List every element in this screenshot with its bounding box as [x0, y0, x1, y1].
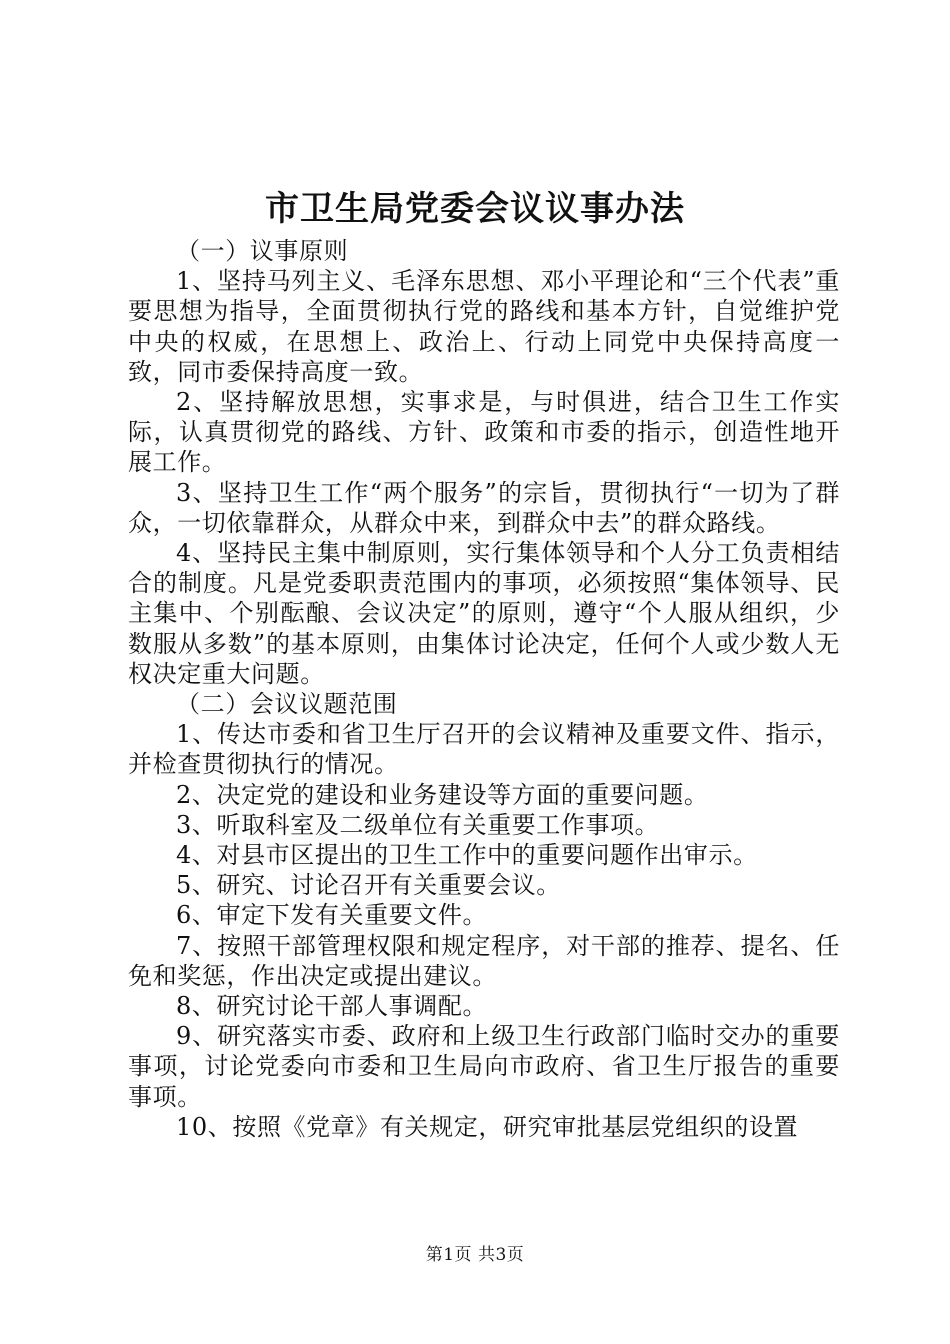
paragraph: 4、对县市区提出的卫生工作中的重要问题作出审示。 [176, 841, 758, 870]
paragraph: 7、按照干部管理权限和规定程序，对干部的推荐、提名、任免和奖惩，作出决定或提出建议。 [128, 931, 840, 990]
paragraph: 8、研究讨论干部人事调配。 [176, 992, 488, 1021]
paragraph: 1、坚持马列主义、毛泽东思想、邓小平理论和“三个代表”重要思想为指导，全面贯彻执行党的路线和基本方针，自觉维护党中央的权威，在思想上、政治上、行动上同党中央保持高度一致，同市委保持高度一致。 [128, 267, 840, 386]
paragraph: 5、研究、讨论召开有关重要会议。 [176, 871, 561, 900]
paragraph: 2、坚持解放思想，实事求是，与时俱进，结合卫生工作实际，认真贯彻党的路线、方针、政策和市委的指示，创造性地开展工作。 [128, 388, 840, 477]
paragraph: 1、传达市委和省卫生厅召开的会议精神及重要文件、指示，并检查贯彻执行的情况。 [128, 720, 840, 779]
paragraph: 3、听取科室及二级单位有关重要工作事项。 [176, 810, 660, 839]
paragraph: 9、研究落实市委、政府和上级卫生行政部门临时交办的重要事项，讨论党委向市委和卫生局向市政府、省卫生厅报告的重要事项。 [128, 1022, 840, 1111]
paragraph: 10、按照《党章》有关规定，研究审批基层党组织的设置 [176, 1112, 799, 1141]
paragraph: 6、审定下发有关重要文件。 [176, 901, 488, 930]
document-title: 市卫生局党委会议议事办法 [265, 189, 685, 229]
paragraph: 3、坚持卫生工作“两个服务”的宗旨，贯彻执行“一切为了群众，一切依靠群众，从群众中来，到群众中去”的群众路线。 [128, 478, 840, 537]
page-footer: 第1页 共3页 [425, 1245, 525, 1265]
paragraph: 2、决定党的建设和业务建设等方面的重要问题。 [176, 780, 709, 809]
paragraph: 4、坚持民主集中制原则，实行集体领导和个人分工负责相结合的制度。凡是党委职责范围内的事项，必须按照“集体领导、民主集中、个别酝酿、会议决定”的原则，遵守“个人服从组织，少数服从多数”的基本原则，由集体讨论决定，任何个人或少数人无权决定重大问题。 [128, 539, 840, 688]
document-body [128, 236, 840, 1142]
section-heading: （一）议事原则 [176, 237, 349, 265]
section-heading: （二）会议议题范围 [176, 690, 398, 719]
